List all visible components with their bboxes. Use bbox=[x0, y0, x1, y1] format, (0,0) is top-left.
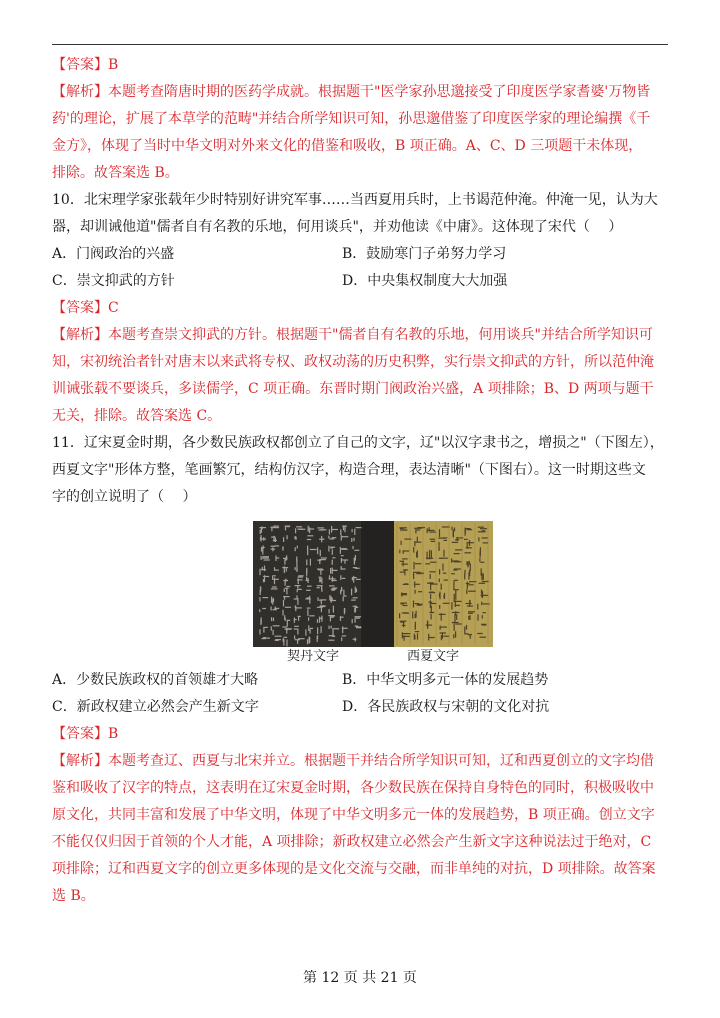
option-b: B．中华文明多元一体的发展趋势 bbox=[342, 672, 549, 688]
analysis-line: 【解析】本题考查隋唐时期的医药学成就。根据题干"医学家孙思邈接受了印度医学家耆婆'万物皆 bbox=[52, 84, 651, 100]
answer-line bbox=[52, 295, 668, 322]
analysis-block bbox=[52, 748, 668, 910]
answer-tag: 【答案】 bbox=[52, 300, 108, 316]
analysis-line: 原文化，共同丰富和发展了中华文明，体现了中华文明多元一体的发展趋势，B 项正确。创立文字 bbox=[52, 807, 655, 823]
khitan-script-image bbox=[253, 521, 394, 647]
option-b: B．鼓励寒门子弟努力学习 bbox=[342, 246, 507, 262]
xixia-script-image bbox=[394, 521, 493, 647]
analysis-line: 项排除；辽和西夏文字的创立更多体现的是文化交流与交融，而非单纯的对抗，D 项排除。故答案 bbox=[52, 861, 656, 877]
analysis-line: 药'的理论，扩展了本草学的范畴"并结合所学知识可知，孙思邈借鉴了印度医学家的理论编撰《千 bbox=[52, 111, 651, 127]
answer-tag: 【答案】 bbox=[52, 726, 108, 742]
analysis-line: 训诫张载不要谈兵，多读儒学，C 项正确。东晋时期门阀政治兴盛，A 项排除；B、D 两项与题干 bbox=[52, 381, 654, 397]
options-row bbox=[52, 241, 668, 268]
analysis-tag: 【解析】 bbox=[52, 327, 108, 343]
analysis-line: 【解析】本题考查辽、西夏与北宋并立。根据题干并结合所学知识可知，辽和西夏创立的文字均借 bbox=[52, 753, 654, 769]
khitan-caption: 契丹文字 bbox=[287, 649, 340, 664]
analysis-block bbox=[52, 79, 668, 187]
script-figure bbox=[52, 511, 668, 667]
analysis-line: 鉴和吸收了汉字的特点，这表明在辽宋夏金时期，各少数民族在保持自身特色的同时，积极吸收中 bbox=[52, 780, 654, 796]
analysis-tag: 【解析】 bbox=[52, 753, 108, 769]
options-row bbox=[52, 694, 668, 721]
analysis-line: 不能仅仅归因于首领的个人才能，A 项排除；新政权建立必然会产生新文字这种说法过于绝对，C bbox=[52, 834, 652, 850]
analysis-line: 【解析】本题考查崇文抑武的方针。根据题干"儒者自有名教的乐地，何用谈兵"并结合所学知识可 bbox=[52, 327, 653, 343]
question-stem-line: 11．辽宋夏金时期，各少数民族政权都创立了自己的文字，辽"以汉字隶书之，增损之"（下图左）， bbox=[52, 435, 664, 451]
answer-value: B bbox=[108, 726, 119, 742]
khitan-script-rubbing bbox=[253, 521, 394, 647]
question-11 bbox=[52, 430, 668, 721]
xixia-caption: 西夏文字 bbox=[407, 649, 460, 664]
analysis-line: 选 B。 bbox=[52, 888, 95, 904]
header-rule bbox=[52, 44, 668, 45]
options-row bbox=[52, 667, 668, 694]
option-d: D．各民族政权与宋朝的文化对抗 bbox=[342, 699, 550, 715]
question-stem-line: 器，却训诫他道"儒者自有名教的乐地，何用谈兵"，并劝他读《中庸》。这体现了宋代（ ） bbox=[52, 219, 623, 235]
analysis-line: 排除。故答案选 B。 bbox=[52, 165, 179, 181]
answer-line bbox=[52, 52, 668, 79]
option-a: A．少数民族政权的首领雄才大略 bbox=[52, 672, 259, 688]
answer-value: C bbox=[108, 300, 119, 316]
analysis-line: 知，宋初统治者针对唐末以来武将专权、政权动荡的历史积弊，实行崇文抑武的方针，所以范仲淹 bbox=[52, 354, 654, 370]
option-a: A．门阀政治的兴盛 bbox=[52, 246, 175, 262]
answer-line bbox=[52, 721, 668, 748]
answer-value: B bbox=[108, 57, 119, 73]
question-stem-line: 10．北宋理学家张载年少时特别好讲究军事……当西夏用兵时，上书谒范仲淹。仲淹一见，认为大 bbox=[52, 192, 658, 208]
xixia-script-manuscript bbox=[394, 521, 493, 647]
analysis-tag: 【解析】 bbox=[52, 84, 108, 100]
analysis-line: 金方》，体现了当时中华文明对外来文化的借鉴和吸收，B 项正确。A、C、D 三项题干未体现， bbox=[52, 138, 643, 154]
option-d: D．中央集权制度大大加强 bbox=[342, 273, 508, 289]
question-10 bbox=[52, 187, 668, 295]
question-stem-line: 字的创立说明了（ ） bbox=[52, 489, 197, 505]
analysis-line: 无关，排除。故答案选 C。 bbox=[52, 408, 222, 424]
analysis-block bbox=[52, 322, 668, 430]
answer-tag: 【答案】 bbox=[52, 57, 108, 73]
document-body bbox=[52, 52, 668, 910]
options-row bbox=[52, 268, 668, 295]
question-stem-line: 西夏文字"形体方整，笔画繁冗，结构仿汉字，构造合理，表达清晰"（下图右）。这一时期这些文 bbox=[52, 462, 646, 478]
option-c: C．新政权建立必然会产生新文字 bbox=[52, 699, 259, 715]
page-footer: 第 12 页 共 21 页 bbox=[303, 970, 417, 986]
option-c: C．崇文抑武的方针 bbox=[52, 273, 175, 289]
